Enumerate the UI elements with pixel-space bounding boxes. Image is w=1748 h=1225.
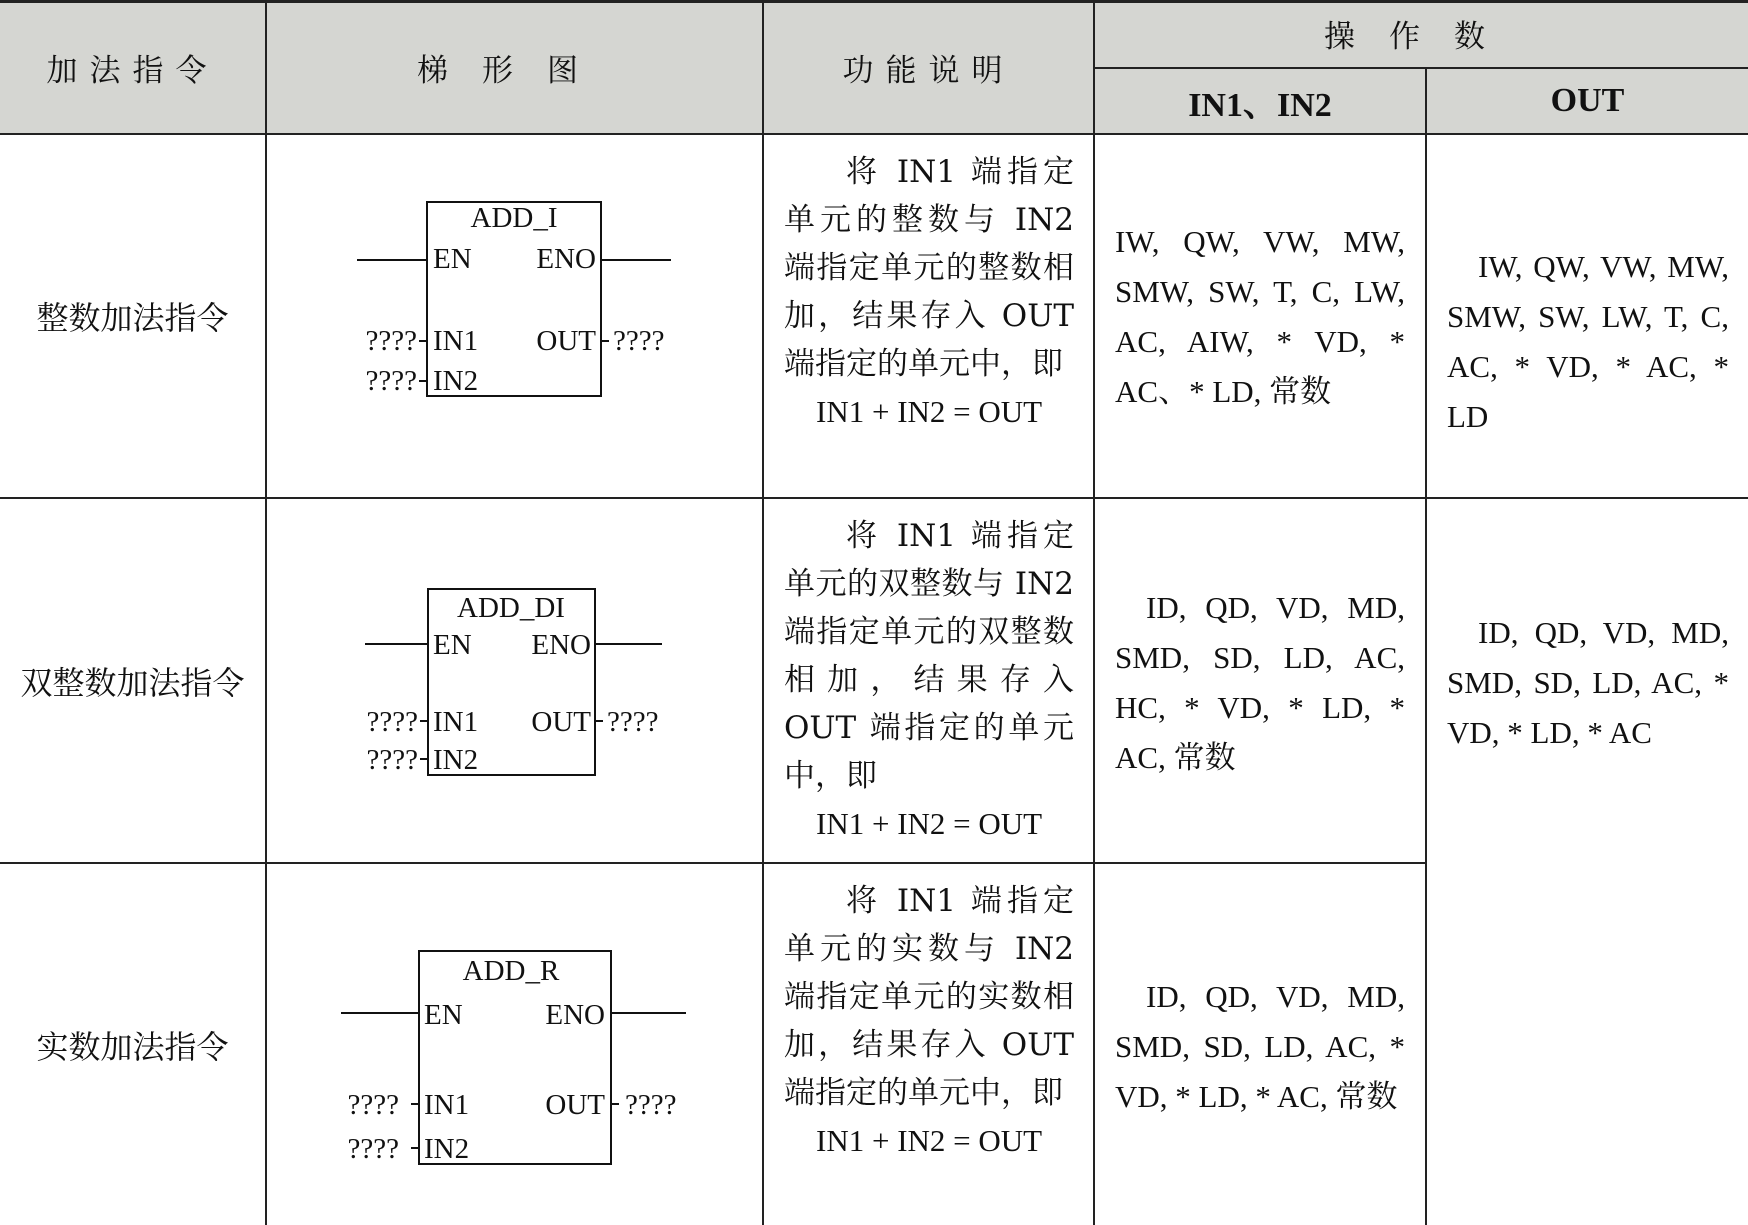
row2-in1-placeholder: ???? <box>366 706 418 738</box>
row1-out-label: OUT <box>536 325 596 357</box>
header-function: 功能说明 <box>842 52 1015 89</box>
row3-in1-label: IN1 <box>424 1089 470 1121</box>
row1-in-operands: IW, QW, VW, MW, SMW, SW, T, C, LW, AC, AIW, * VD, * AC、* LD, 常数 <box>1115 224 1405 409</box>
row3-en-label: EN <box>424 999 463 1031</box>
row1-equation: IN1 + IN2 = OUT <box>816 394 1043 429</box>
row1-function-text: 将 IN1 端指定单元的整数与 IN2 端指定单元的整数相加，结果存入 OUT 端指定的单元中，即 <box>784 154 1074 382</box>
row3-function-description <box>784 877 1074 1165</box>
col-divider-2 <box>762 0 764 1225</box>
header-operands: 操作数 <box>1324 19 1519 55</box>
row2-ladder-diagram <box>267 499 762 862</box>
row2-eno-label: ENO <box>531 629 591 661</box>
row1-instruction-name: 整数加法指令 <box>36 299 229 337</box>
header-in-operands: IN1、IN2 <box>1188 86 1332 124</box>
col-divider-4 <box>1425 67 1427 1225</box>
row1-en-label: EN <box>433 243 472 275</box>
row3-in2-label: IN2 <box>424 1133 470 1165</box>
row3-out-label: OUT <box>545 1089 605 1121</box>
row3-function-text: 将 IN1 端指定单元的实数与 IN2 端指定单元的实数相加，结果存入 OUT 端指定的单元中，即 <box>784 883 1074 1111</box>
header-instruction: 加法指令 <box>46 52 219 89</box>
row3-in-operands: ID, QD, VD, MD, SMD, SD, LD, AC, * VD, * LD, * AC, 常数 <box>1115 979 1405 1114</box>
row3-in1-placeholder: ???? <box>347 1089 399 1121</box>
row2-in2-label: IN2 <box>433 744 479 776</box>
row2-en-label: EN <box>433 629 472 661</box>
row1-out-placeholder: ???? <box>613 325 665 357</box>
row2-in1-label: IN1 <box>433 706 479 738</box>
row3-equation: IN1 + IN2 = OUT <box>816 1123 1043 1158</box>
col-divider-3 <box>1093 0 1095 1225</box>
row1-out-operands: IW, QW, VW, MW, SMW, SW, LW, T, C, AC, * VD, * AC, * LD <box>1447 249 1729 434</box>
header-out-operands: OUT <box>1550 82 1625 119</box>
row3-in2-placeholder: ???? <box>347 1133 399 1165</box>
row2-in-operands: ID, QD, VD, MD, SMD, SD, LD, AC, HC, * VD, * LD, * AC, 常数 <box>1115 590 1405 775</box>
row2-block-title: ADD_DI <box>457 592 565 624</box>
row2-in2-placeholder: ???? <box>366 744 418 776</box>
row3-block-title: ADD_R <box>462 955 560 987</box>
row2-out-label: OUT <box>531 706 591 738</box>
row3-ladder-diagram <box>267 864 762 1225</box>
row3-eno-label: ENO <box>545 999 605 1031</box>
row2-function-text: 将 IN1 端指定单元的双整数与 IN2 端指定单元的双整数相加，结果存入 OUT 端指定的单元中，即 <box>784 518 1074 794</box>
row1-function-description <box>784 148 1074 436</box>
row1-in1-placeholder: ???? <box>365 325 417 357</box>
row2-out-placeholder: ???? <box>607 706 659 738</box>
row1-in2-label: IN2 <box>433 365 479 397</box>
row1-ladder-diagram <box>267 135 762 497</box>
row1-in2-placeholder: ???? <box>365 365 417 397</box>
header-ladder: 梯形图 <box>417 52 612 89</box>
row1-block-title: ADD_I <box>470 202 558 234</box>
row2-out-operands: ID, QD, VD, MD, SMD, SD, LD, AC, * VD, * LD, * AC <box>1447 615 1729 750</box>
row3-out-placeholder: ???? <box>625 1089 677 1121</box>
row1-eno-label: ENO <box>536 243 596 275</box>
row2-instruction-name: 双整数加法指令 <box>20 663 245 702</box>
row2-equation: IN1 + IN2 = OUT <box>816 806 1043 841</box>
row2-function-description <box>784 512 1074 848</box>
row1-in1-label: IN1 <box>433 325 479 357</box>
row3-instruction-name: 实数加法指令 <box>36 1027 229 1066</box>
